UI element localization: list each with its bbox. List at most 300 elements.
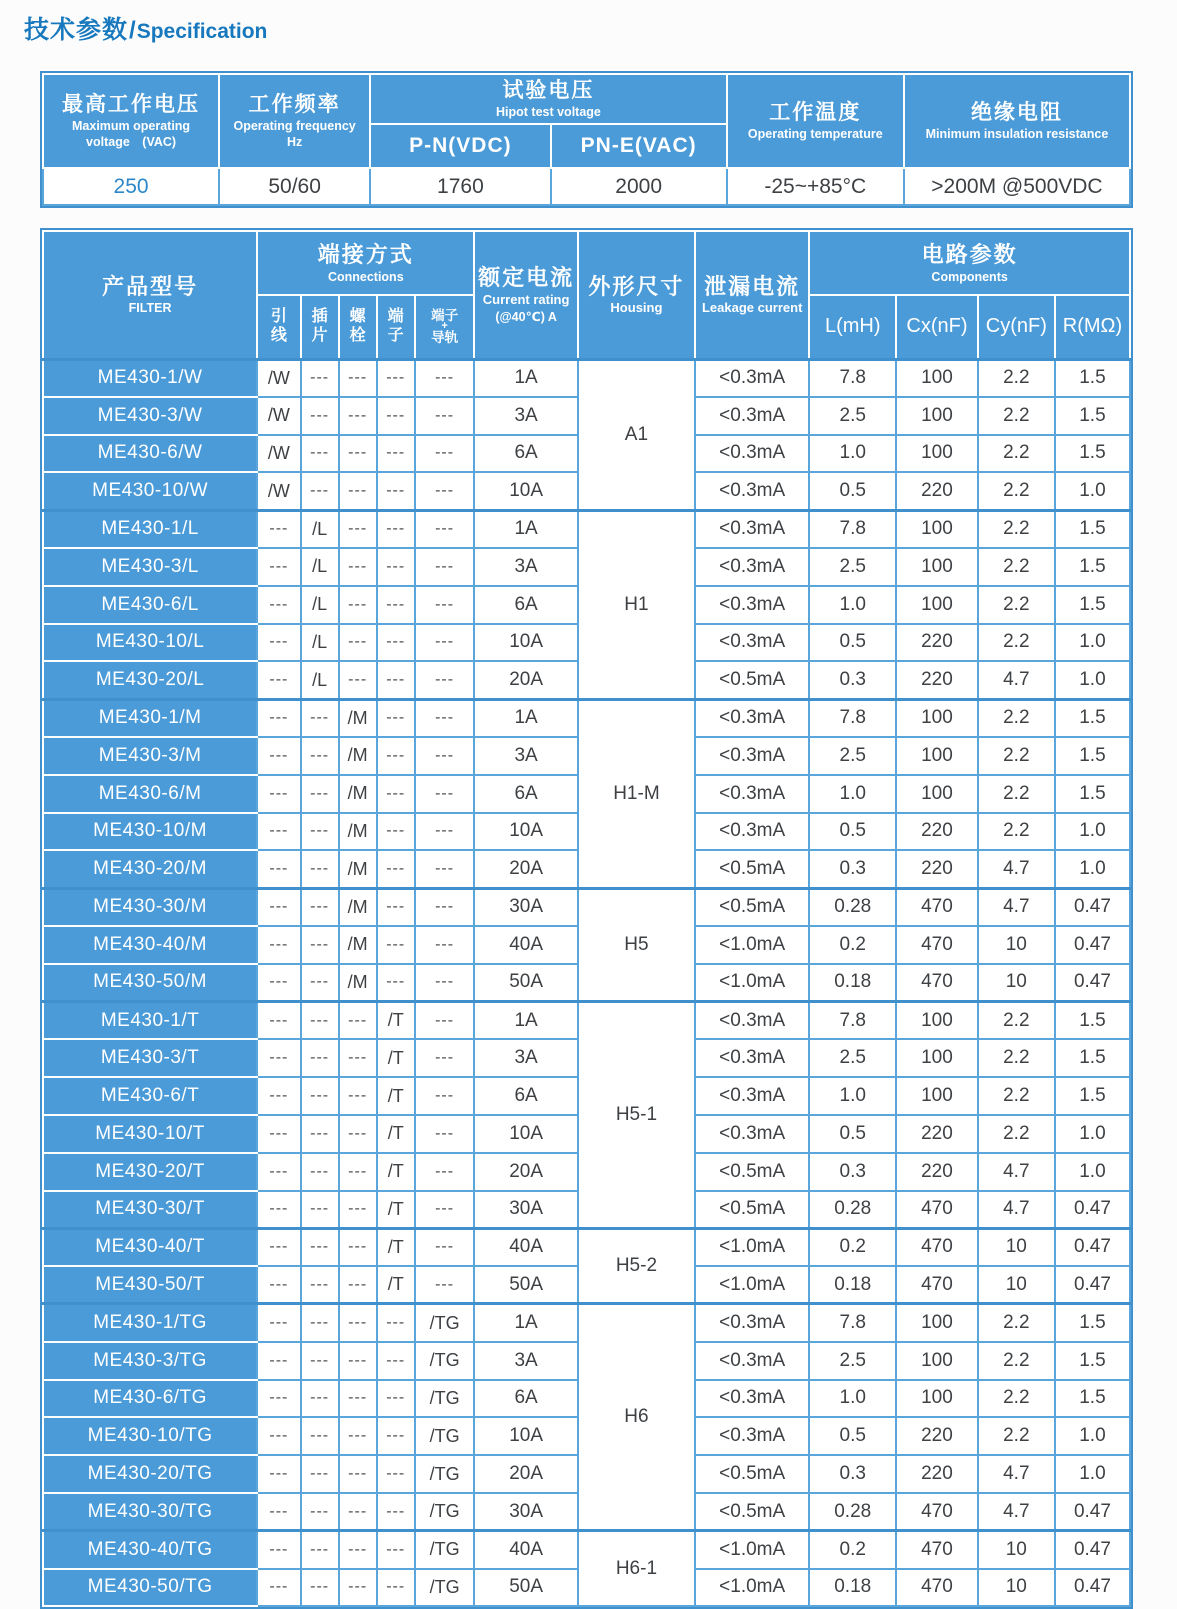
current-cell: 20A — [474, 661, 577, 699]
model-cell: ME430-6/L — [43, 586, 257, 624]
housing-cell: H5-1 — [578, 1002, 695, 1229]
r-cell: 1.5 — [1055, 510, 1130, 548]
header-temperature-zh: 工作温度 — [769, 100, 862, 124]
conn-cell: /L — [301, 624, 339, 662]
cy-cell: 10 — [978, 1228, 1055, 1266]
conn-cell: --- — [415, 813, 475, 851]
conn-cell: --- — [257, 1417, 300, 1455]
r-cell: 1.5 — [1055, 1039, 1130, 1077]
model-cell: ME430-30/M — [43, 888, 257, 926]
cx-cell: 220 — [896, 1417, 978, 1455]
conn-cell: --- — [257, 1228, 300, 1266]
l-cell: 1.0 — [809, 586, 896, 624]
model-cell: ME430-3/T — [43, 1039, 257, 1077]
model-cell: ME430-6/W — [43, 435, 257, 473]
current-cell: 20A — [474, 1153, 577, 1191]
spec-summary-table — [40, 71, 1133, 208]
current-cell: 10A — [474, 1417, 577, 1455]
conn-cell: --- — [257, 1493, 300, 1531]
r-cell: 0.47 — [1055, 964, 1130, 1002]
leakage-cell: <0.3mA — [695, 699, 809, 737]
leakage-cell: <0.5mA — [695, 888, 809, 926]
cx-cell: 470 — [896, 1493, 978, 1531]
housing-cell: A1 — [578, 359, 695, 510]
conn-cell: --- — [415, 510, 475, 548]
r-cell: 1.0 — [1055, 1455, 1130, 1493]
l-cell: 0.28 — [809, 1191, 896, 1229]
header-housing-zh: 外形尺寸 — [588, 273, 685, 299]
conn-cell: --- — [301, 1115, 339, 1153]
leakage-cell: <0.3mA — [695, 1380, 809, 1418]
conn-cell: --- — [301, 1342, 339, 1380]
conn-cell: --- — [301, 813, 339, 851]
leakage-cell: <0.5mA — [695, 1153, 809, 1191]
cy-cell: 4.7 — [978, 1455, 1055, 1493]
l-cell: 0.2 — [809, 1228, 896, 1266]
model-cell: ME430-20/L — [43, 661, 257, 699]
conn-cell: --- — [257, 661, 300, 699]
conn-cell: --- — [301, 737, 339, 775]
cy-cell: 2.2 — [978, 1417, 1055, 1455]
conn-cell: --- — [415, 1002, 475, 1040]
l-cell: 7.8 — [809, 510, 896, 548]
page-title-zh: 技术参数 — [24, 16, 129, 44]
conn-cell: --- — [377, 624, 415, 662]
conn-cell: --- — [301, 926, 339, 964]
conn-cell: /M — [339, 888, 377, 926]
conn-cell: /W — [257, 359, 300, 397]
conn-cell: /M — [339, 737, 377, 775]
header-product — [43, 231, 257, 359]
leakage-cell: <0.3mA — [695, 624, 809, 662]
conn-cell: --- — [377, 1304, 415, 1342]
conn-cell: --- — [415, 624, 475, 662]
filter-table — [40, 228, 1133, 1609]
l-cell: 7.8 — [809, 359, 896, 397]
header-conn-terminal-rail — [415, 295, 475, 359]
header-max-voltage-en2: voltage (VAC) — [86, 135, 177, 150]
conn-cell: --- — [301, 397, 339, 435]
conn-cell: --- — [339, 1417, 377, 1455]
cy-cell: 10 — [978, 964, 1055, 1002]
current-cell: 10A — [474, 624, 577, 662]
cy-cell: 4.7 — [978, 850, 1055, 888]
header-leakage-zh: 泄漏电流 — [704, 273, 801, 299]
header-insulation — [904, 74, 1130, 168]
r-cell: 0.47 — [1055, 1531, 1130, 1569]
cy-cell: 10 — [978, 926, 1055, 964]
cx-cell: 100 — [896, 699, 978, 737]
current-cell: 30A — [474, 888, 577, 926]
model-cell: ME430-6/TG — [43, 1380, 257, 1418]
header-pne-vac: PN-E(VAC) — [551, 124, 727, 168]
page-title — [24, 10, 1135, 46]
current-cell: 20A — [474, 1455, 577, 1493]
l-cell: 7.8 — [809, 1002, 896, 1040]
leakage-cell: <0.3mA — [695, 548, 809, 586]
leakage-cell: <0.3mA — [695, 775, 809, 813]
model-cell: ME430-10/TG — [43, 1417, 257, 1455]
l-cell: 0.5 — [809, 1115, 896, 1153]
header-leakage — [695, 231, 809, 359]
leakage-cell: <1.0mA — [695, 1531, 809, 1569]
leakage-cell: <0.5mA — [695, 850, 809, 888]
value-pne-vac: 2000 — [551, 168, 727, 205]
l-cell: 0.18 — [809, 1266, 896, 1304]
conn-cell: --- — [415, 359, 475, 397]
value-insulation: >200M @500VDC — [904, 168, 1130, 205]
conn-cell: --- — [257, 926, 300, 964]
leakage-cell: <0.3mA — [695, 1304, 809, 1342]
cx-cell: 100 — [896, 1077, 978, 1115]
conn-cell: /M — [339, 926, 377, 964]
model-cell: ME430-10/T — [43, 1115, 257, 1153]
conn-cell: --- — [339, 1493, 377, 1531]
conn-sub-line: 端子 — [431, 307, 459, 323]
cy-cell: 4.7 — [978, 888, 1055, 926]
conn-cell: --- — [257, 586, 300, 624]
conn-cell: --- — [377, 472, 415, 510]
cy-cell: 2.2 — [978, 775, 1055, 813]
conn-cell: --- — [377, 510, 415, 548]
l-cell: 2.5 — [809, 397, 896, 435]
conn-cell: --- — [339, 1342, 377, 1380]
conn-cell: --- — [339, 1569, 377, 1607]
cx-cell: 100 — [896, 510, 978, 548]
cx-cell: 100 — [896, 548, 978, 586]
conn-sub-line: 栓 — [349, 326, 366, 344]
r-cell: 1.5 — [1055, 775, 1130, 813]
conn-cell: --- — [377, 1569, 415, 1607]
r-cell: 1.0 — [1055, 472, 1130, 510]
conn-cell: --- — [301, 1191, 339, 1229]
cx-cell: 100 — [896, 1304, 978, 1342]
r-cell: 0.47 — [1055, 1191, 1130, 1229]
conn-cell: /TG — [415, 1304, 475, 1342]
conn-cell: --- — [415, 472, 475, 510]
page-title-en: Specification — [136, 20, 268, 43]
housing-cell: H5-2 — [578, 1228, 695, 1304]
conn-cell: --- — [377, 661, 415, 699]
leakage-cell: <0.3mA — [695, 737, 809, 775]
conn-cell: --- — [339, 1531, 377, 1569]
model-cell: ME430-1/L — [43, 510, 257, 548]
leakage-cell: <1.0mA — [695, 1228, 809, 1266]
current-cell: 50A — [474, 1569, 577, 1607]
r-cell: 1.5 — [1055, 737, 1130, 775]
conn-cell: --- — [257, 699, 300, 737]
l-cell: 0.2 — [809, 1531, 896, 1569]
conn-cell: --- — [301, 699, 339, 737]
cx-cell: 100 — [896, 435, 978, 473]
cy-cell: 4.7 — [978, 1191, 1055, 1229]
conn-cell: --- — [415, 1039, 475, 1077]
current-cell: 3A — [474, 548, 577, 586]
conn-cell: --- — [257, 964, 300, 1002]
cx-cell: 470 — [896, 964, 978, 1002]
conn-cell: --- — [301, 1417, 339, 1455]
table-row — [43, 1002, 1130, 1040]
cy-cell: 10 — [978, 1531, 1055, 1569]
cy-cell: 2.2 — [978, 1380, 1055, 1418]
table-row — [43, 510, 1130, 548]
conn-cell: /TG — [415, 1455, 475, 1493]
conn-cell: --- — [339, 359, 377, 397]
page-title-separator: / — [129, 17, 136, 44]
cx-cell: 470 — [896, 1531, 978, 1569]
leakage-cell: <0.5mA — [695, 661, 809, 699]
model-cell: ME430-20/M — [43, 850, 257, 888]
conn-cell: --- — [301, 435, 339, 473]
cx-cell: 220 — [896, 813, 978, 851]
conn-cell: --- — [301, 1493, 339, 1531]
conn-cell: --- — [339, 586, 377, 624]
r-cell: 0.47 — [1055, 888, 1130, 926]
conn-cell: /TG — [415, 1417, 475, 1455]
conn-cell: /L — [301, 586, 339, 624]
value-frequency: 50/60 — [219, 168, 370, 205]
conn-cell: --- — [339, 1039, 377, 1077]
cx-cell: 220 — [896, 850, 978, 888]
r-cell: 1.5 — [1055, 548, 1130, 586]
cy-cell: 2.2 — [978, 510, 1055, 548]
l-cell: 0.5 — [809, 624, 896, 662]
conn-cell: --- — [339, 661, 377, 699]
header-housing-en: Housing — [610, 300, 663, 316]
conn-cell: --- — [301, 1002, 339, 1040]
conn-cell: --- — [415, 548, 475, 586]
conn-cell: --- — [257, 1191, 300, 1229]
conn-cell: --- — [339, 1153, 377, 1191]
header-conn-tab — [301, 295, 339, 359]
l-cell: 0.3 — [809, 1153, 896, 1191]
cx-cell: 220 — [896, 624, 978, 662]
cx-cell: 220 — [896, 1455, 978, 1493]
r-cell: 1.0 — [1055, 624, 1130, 662]
conn-cell: /M — [339, 775, 377, 813]
l-cell: 0.3 — [809, 1455, 896, 1493]
header-components-en: Components — [931, 269, 1008, 284]
l-cell: 2.5 — [809, 548, 896, 586]
conn-cell: /T — [377, 1002, 415, 1040]
conn-cell: --- — [339, 1002, 377, 1040]
model-cell: ME430-6/T — [43, 1077, 257, 1115]
r-cell: 1.0 — [1055, 850, 1130, 888]
cx-cell: 470 — [896, 926, 978, 964]
cx-cell: 470 — [896, 888, 978, 926]
conn-cell: --- — [415, 661, 475, 699]
leakage-cell: <1.0mA — [695, 926, 809, 964]
conn-cell: --- — [257, 548, 300, 586]
r-cell: 1.0 — [1055, 1417, 1130, 1455]
header-cx-nf: Cx(nF) — [896, 295, 978, 359]
l-cell: 1.0 — [809, 1380, 896, 1418]
cx-cell: 100 — [896, 1342, 978, 1380]
conn-cell: --- — [339, 1115, 377, 1153]
l-cell: 0.18 — [809, 1569, 896, 1607]
conn-sub-line: 螺 — [349, 308, 366, 326]
conn-cell: --- — [257, 510, 300, 548]
model-cell: ME430-3/L — [43, 548, 257, 586]
header-cy-nf: Cy(nF) — [978, 295, 1055, 359]
conn-cell: /L — [301, 510, 339, 548]
conn-cell: --- — [339, 1266, 377, 1304]
current-cell: 10A — [474, 1115, 577, 1153]
leakage-cell: <0.3mA — [695, 359, 809, 397]
cx-cell: 470 — [896, 1228, 978, 1266]
leakage-cell: <0.3mA — [695, 1115, 809, 1153]
l-cell: 0.5 — [809, 813, 896, 851]
conn-cell: --- — [415, 926, 475, 964]
l-cell: 0.3 — [809, 661, 896, 699]
current-cell: 3A — [474, 1342, 577, 1380]
model-cell: ME430-10/L — [43, 624, 257, 662]
header-product-en: FILTER — [128, 301, 172, 316]
conn-cell: --- — [301, 1228, 339, 1266]
conn-cell: /L — [301, 548, 339, 586]
r-cell: 1.5 — [1055, 1342, 1130, 1380]
header-max-voltage-zh: 最高工作电压 — [62, 92, 201, 116]
conn-cell: /T — [377, 1266, 415, 1304]
r-cell: 1.5 — [1055, 586, 1130, 624]
conn-cell: --- — [415, 397, 475, 435]
header-hipot — [370, 74, 727, 124]
header-frequency-en1: Operating frequency — [233, 118, 356, 133]
header-frequency-en2: Hz — [286, 135, 303, 150]
cy-cell: 2.2 — [978, 624, 1055, 662]
cx-cell: 470 — [896, 1569, 978, 1607]
header-l-mh: L(mH) — [809, 295, 896, 359]
conn-cell: --- — [377, 548, 415, 586]
header-temperature-en: Operating temperature — [747, 127, 883, 141]
current-cell: 6A — [474, 435, 577, 473]
conn-cell: --- — [377, 1380, 415, 1418]
header-temperature — [727, 74, 904, 168]
current-cell: 30A — [474, 1493, 577, 1531]
conn-cell: --- — [301, 1531, 339, 1569]
conn-cell: --- — [301, 1455, 339, 1493]
conn-cell: --- — [377, 435, 415, 473]
conn-cell: --- — [415, 1153, 475, 1191]
conn-cell: --- — [301, 1077, 339, 1115]
cy-cell: 2.2 — [978, 1304, 1055, 1342]
conn-sub-line: 端 — [387, 308, 404, 326]
conn-cell: --- — [339, 1077, 377, 1115]
cx-cell: 470 — [896, 1266, 978, 1304]
conn-cell: --- — [257, 775, 300, 813]
model-cell: ME430-10/M — [43, 813, 257, 851]
conn-cell: /M — [339, 699, 377, 737]
conn-cell: --- — [377, 775, 415, 813]
conn-sub-line: 片 — [311, 326, 328, 344]
r-cell: 1.5 — [1055, 359, 1130, 397]
table-row — [43, 888, 1130, 926]
conn-cell: /T — [377, 1191, 415, 1229]
conn-cell: --- — [301, 472, 339, 510]
conn-cell: --- — [415, 586, 475, 624]
current-cell: 1A — [474, 1304, 577, 1342]
conn-cell: --- — [415, 964, 475, 1002]
conn-cell: --- — [415, 435, 475, 473]
current-cell: 1A — [474, 1002, 577, 1040]
cy-cell: 10 — [978, 1266, 1055, 1304]
leakage-cell: <0.3mA — [695, 1417, 809, 1455]
cx-cell: 100 — [896, 737, 978, 775]
l-cell: 1.0 — [809, 1077, 896, 1115]
conn-cell: --- — [257, 1569, 300, 1607]
leakage-cell: <0.3mA — [695, 435, 809, 473]
conn-cell: --- — [415, 1266, 475, 1304]
model-cell: ME430-50/TG — [43, 1569, 257, 1607]
l-cell: 0.28 — [809, 1493, 896, 1531]
conn-cell: --- — [257, 1153, 300, 1191]
header-max-voltage — [43, 74, 219, 168]
conn-cell: --- — [415, 1077, 475, 1115]
cx-cell: 100 — [896, 1039, 978, 1077]
conn-cell: /T — [377, 1115, 415, 1153]
conn-cell: --- — [415, 775, 475, 813]
model-cell: ME430-1/T — [43, 1002, 257, 1040]
value-max-voltage: 250 — [43, 168, 219, 205]
l-cell: 0.5 — [809, 1417, 896, 1455]
r-cell: 1.0 — [1055, 1115, 1130, 1153]
leakage-cell: <0.3mA — [695, 1039, 809, 1077]
conn-cell: /TG — [415, 1380, 475, 1418]
r-cell: 1.5 — [1055, 397, 1130, 435]
conn-cell: /W — [257, 472, 300, 510]
conn-cell: --- — [377, 964, 415, 1002]
cx-cell: 470 — [896, 1191, 978, 1229]
conn-cell: /M — [339, 850, 377, 888]
conn-cell: --- — [301, 888, 339, 926]
header-connections — [257, 231, 474, 295]
leakage-cell: <0.5mA — [695, 1191, 809, 1229]
conn-cell: --- — [301, 359, 339, 397]
filter-table-body — [43, 359, 1130, 1606]
current-cell: 10A — [474, 472, 577, 510]
conn-cell: /T — [377, 1228, 415, 1266]
conn-cell: --- — [377, 888, 415, 926]
cx-cell: 100 — [896, 1380, 978, 1418]
conn-sub-line: 线 — [270, 326, 287, 344]
header-conn-bolt — [339, 295, 377, 359]
conn-sub-line: 引 — [270, 308, 287, 326]
conn-cell: /TG — [415, 1342, 475, 1380]
conn-cell: /W — [257, 435, 300, 473]
current-cell: 40A — [474, 926, 577, 964]
r-cell: 1.5 — [1055, 1304, 1130, 1342]
value-pn-vdc: 1760 — [370, 168, 550, 205]
header-insulation-zh: 绝缘电阻 — [970, 100, 1063, 124]
header-leakage-en: Leakage current — [701, 300, 803, 316]
current-cell: 1A — [474, 359, 577, 397]
model-cell: ME430-10/W — [43, 472, 257, 510]
conn-cell: --- — [257, 1002, 300, 1040]
conn-cell: --- — [339, 435, 377, 473]
cy-cell: 4.7 — [978, 1493, 1055, 1531]
conn-cell: --- — [301, 1569, 339, 1607]
conn-cell: --- — [415, 888, 475, 926]
conn-sub-line: 子 — [387, 326, 404, 344]
leakage-cell: <0.5mA — [695, 1493, 809, 1531]
cy-cell: 2.2 — [978, 359, 1055, 397]
model-cell: ME430-3/W — [43, 397, 257, 435]
l-cell: 1.0 — [809, 435, 896, 473]
r-cell: 0.47 — [1055, 1569, 1130, 1607]
cx-cell: 100 — [896, 359, 978, 397]
cx-cell: 220 — [896, 1153, 978, 1191]
conn-cell: --- — [339, 1304, 377, 1342]
